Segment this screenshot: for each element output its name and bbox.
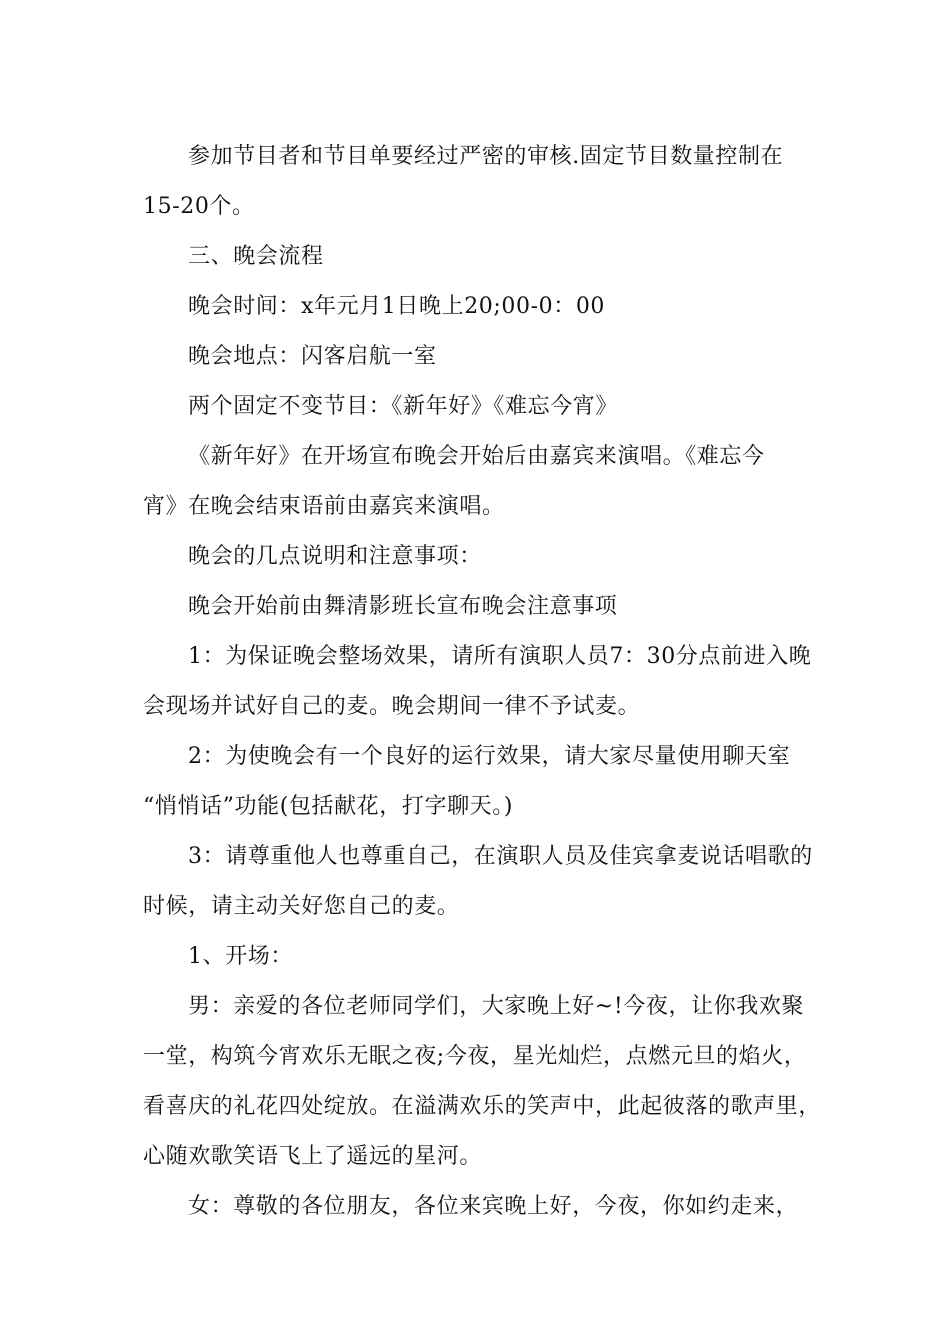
text-line: 参加节目者和节目单要经过严密的审核.固定节目数量控制在 [188, 144, 784, 169]
text-line: 《新年好》在开场宣布晚会开始后由嘉宾来演唱。《难忘今 [188, 444, 765, 469]
text-line: 晚会地点：闪客启航一室 [188, 344, 437, 369]
section-heading: 1、开场： [188, 944, 293, 969]
text-line: 晚会的几点说明和注意事项： [188, 544, 482, 569]
text-line: 宵》在晚会结束语前由嘉宾来演唱。 [143, 494, 505, 519]
text-line: 一堂，构筑今宵欢乐无眠之夜;今夜，星光灿烂，点燃元旦的焰火， [143, 1044, 807, 1069]
text-line: 会现场并试好自己的麦。晚会期间一律不予试麦。 [143, 694, 641, 719]
text-line: “悄悄话”功能(包括献花，打字聊天。) [143, 794, 514, 819]
text-line: 3：请尊重他人也尊重自己，在演职人员及佳宾拿麦说话唱歌的 [188, 844, 813, 869]
text-line: 晚会开始前由舞清影班长宣布晚会注意事项 [188, 594, 618, 619]
section-heading: 三、晚会流程 [188, 244, 324, 269]
document-body [143, 132, 822, 1232]
text-line: 男：亲爱的各位老师同学们，大家晚上好~!今夜，让你我欢聚 [188, 994, 805, 1019]
text-line: 两个固定不变节目：《新年好》《难忘今宵》 [188, 394, 619, 419]
text-line: 1：为保证晚会整场效果，请所有演职人员7：30分点前进入晚 [188, 644, 812, 669]
text-line: 看喜庆的礼花四处绽放。在溢满欢乐的笑声中，此起彼落的歌声里， [143, 1094, 822, 1119]
text-line: 心随欢歌笑语飞上了遥远的星河。 [143, 1144, 483, 1169]
text-line: 晚会时间：x年元月1日晚上20;00-0：00 [188, 294, 606, 319]
text-line: 15-20个。 [143, 194, 255, 219]
text-line: 女：尊敬的各位朋友，各位来宾晚上好，今夜，你如约走来， [188, 1194, 799, 1219]
text-line: 2：为使晚会有一个良好的运行效果，请大家尽量使用聊天室 [188, 744, 791, 769]
text-line: 时候，请主动关好您自己的麦。 [143, 894, 460, 919]
